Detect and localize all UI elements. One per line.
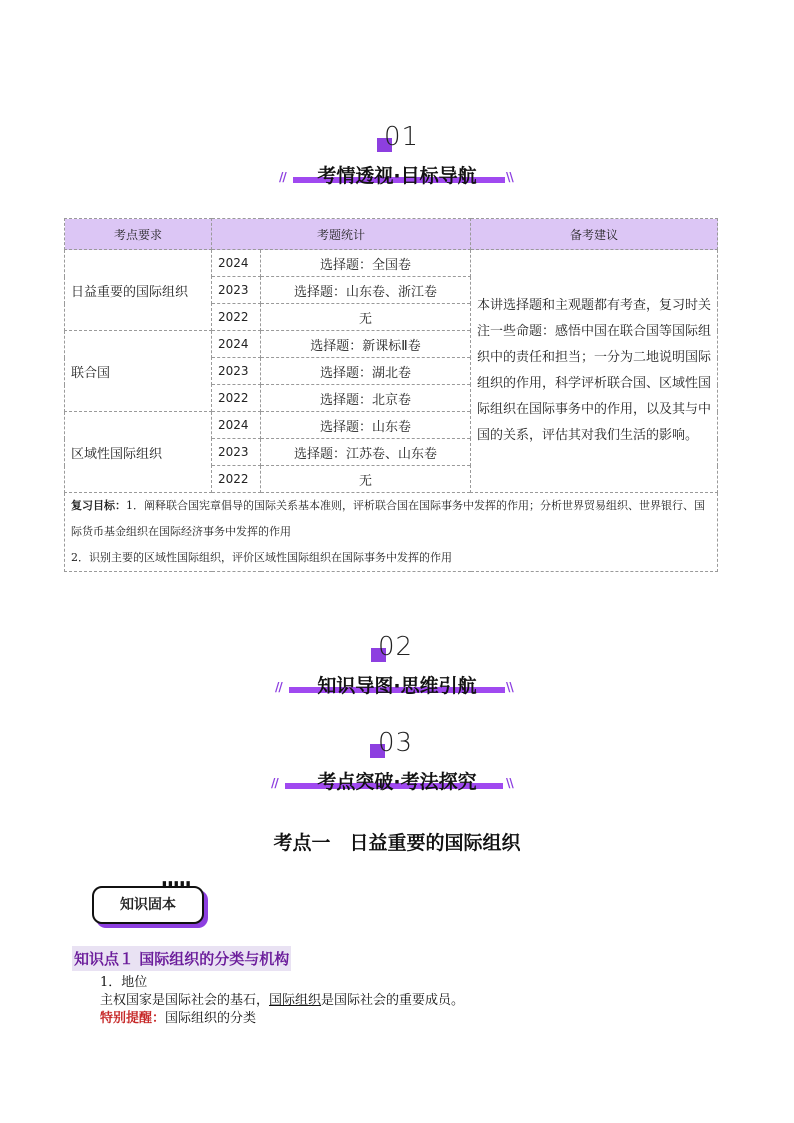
stat-cell: 选择题：湖北卷 [261, 358, 471, 385]
review-goal-cell [65, 493, 718, 572]
item-heading: 1．地位 [100, 975, 148, 990]
topic-cell: 日益重要的国际组织 [65, 250, 212, 331]
topic-cell: 联合国 [65, 331, 212, 412]
tip-text: 国际组织的分类 [165, 1011, 257, 1026]
stat-cell: 选择题：山东卷 [261, 412, 471, 439]
section-title: 知识导图·思维引航 [317, 675, 477, 697]
stat-cell: 无 [261, 304, 471, 331]
section-title: 考点突破·考法探究 [317, 771, 477, 793]
knowledge-point-heading: 知识点１ 国际组织的分类与机构 [72, 946, 291, 971]
slash-decoration-right: \\ [506, 680, 513, 694]
underlined-term: 国际组织 [269, 993, 322, 1008]
year-cell: 2022 [212, 466, 261, 493]
slash-decoration-left: // [271, 776, 278, 790]
year-cell: 2022 [212, 304, 261, 331]
section-header-02 [0, 634, 794, 698]
year-cell: 2024 [212, 250, 261, 277]
header-cell: 备考建议 [471, 219, 718, 250]
advice-cell: 本讲选择题和主观题都有考查，复习时关注一些命题：感悟中国在联合国等国际组织中的责任和担当；一分为二地说明国际组织的作用，科学评析联合国、区域性国际组织在国际事务中的作用，以及其与中国的关系，评估其对我们生活的影响。 [471, 250, 718, 493]
badge-label: 知识固本 [120, 897, 176, 913]
table-row [65, 250, 718, 277]
year-cell: 2023 [212, 358, 261, 385]
topic-cell: 区域性国际组织 [65, 412, 212, 493]
tip-label: 特别提醒： [100, 1011, 166, 1026]
slash-decoration-right: \\ [506, 776, 513, 790]
slash-decoration-right: \\ [506, 170, 513, 184]
section-number: 02 [378, 632, 414, 662]
stat-cell: 选择题：山东卷、浙江卷 [261, 277, 471, 304]
goal-line-1 [71, 493, 711, 545]
kaodian-title: 考点一 日益重要的国际组织 [273, 832, 521, 854]
year-cell: 2023 [212, 439, 261, 466]
year-cell: 2024 [212, 412, 261, 439]
section-number: 03 [378, 728, 414, 758]
notebook-rings-icon: ▮▮▮▮▮ [162, 880, 192, 890]
goal-label: 复习目标： [71, 499, 126, 512]
tip-line [100, 1007, 256, 1026]
year-cell: 2022 [212, 385, 261, 412]
body-paragraph [100, 989, 464, 1008]
header-cell: 考题统计 [212, 219, 471, 250]
year-cell: 2024 [212, 331, 261, 358]
text-segment: 主权国家是国际社会的基石， [100, 993, 270, 1008]
section-title: 考情透视·目标导航 [317, 165, 477, 187]
stat-cell: 选择题：北京卷 [261, 385, 471, 412]
table-header-row [65, 219, 718, 250]
header-cell: 考点要求 [65, 219, 212, 250]
section-header-01 [0, 124, 794, 188]
stat-cell: 选择题：新课标Ⅱ卷 [261, 331, 471, 358]
slash-decoration-left: // [275, 680, 282, 694]
text-segment: 是国际社会的重要成员。 [321, 993, 465, 1008]
section-header-03 [0, 730, 794, 794]
exam-overview-table [64, 218, 718, 572]
knowledge-badge [92, 880, 202, 922]
section-number: 01 [384, 122, 420, 152]
goal-row [65, 493, 718, 572]
stat-cell: 选择题：全国卷 [261, 250, 471, 277]
stat-cell: 选择题：江苏卷、山东卷 [261, 439, 471, 466]
goal-text-1: 1．阐释联合国宪章倡导的国际关系基本准则，评析联合国在国际事务中发挥的作用；分析世界贸易组织、世界银行、国际货币基金组织在国际经济事务中发挥的作用 [71, 499, 705, 538]
year-cell: 2023 [212, 277, 261, 304]
goal-text-2: 2．识别主要的区域性国际组织，评价区域性国际组织在国际事务中发挥的作用 [71, 551, 452, 564]
slash-decoration-left: // [279, 170, 286, 184]
stat-cell: 无 [261, 466, 471, 493]
